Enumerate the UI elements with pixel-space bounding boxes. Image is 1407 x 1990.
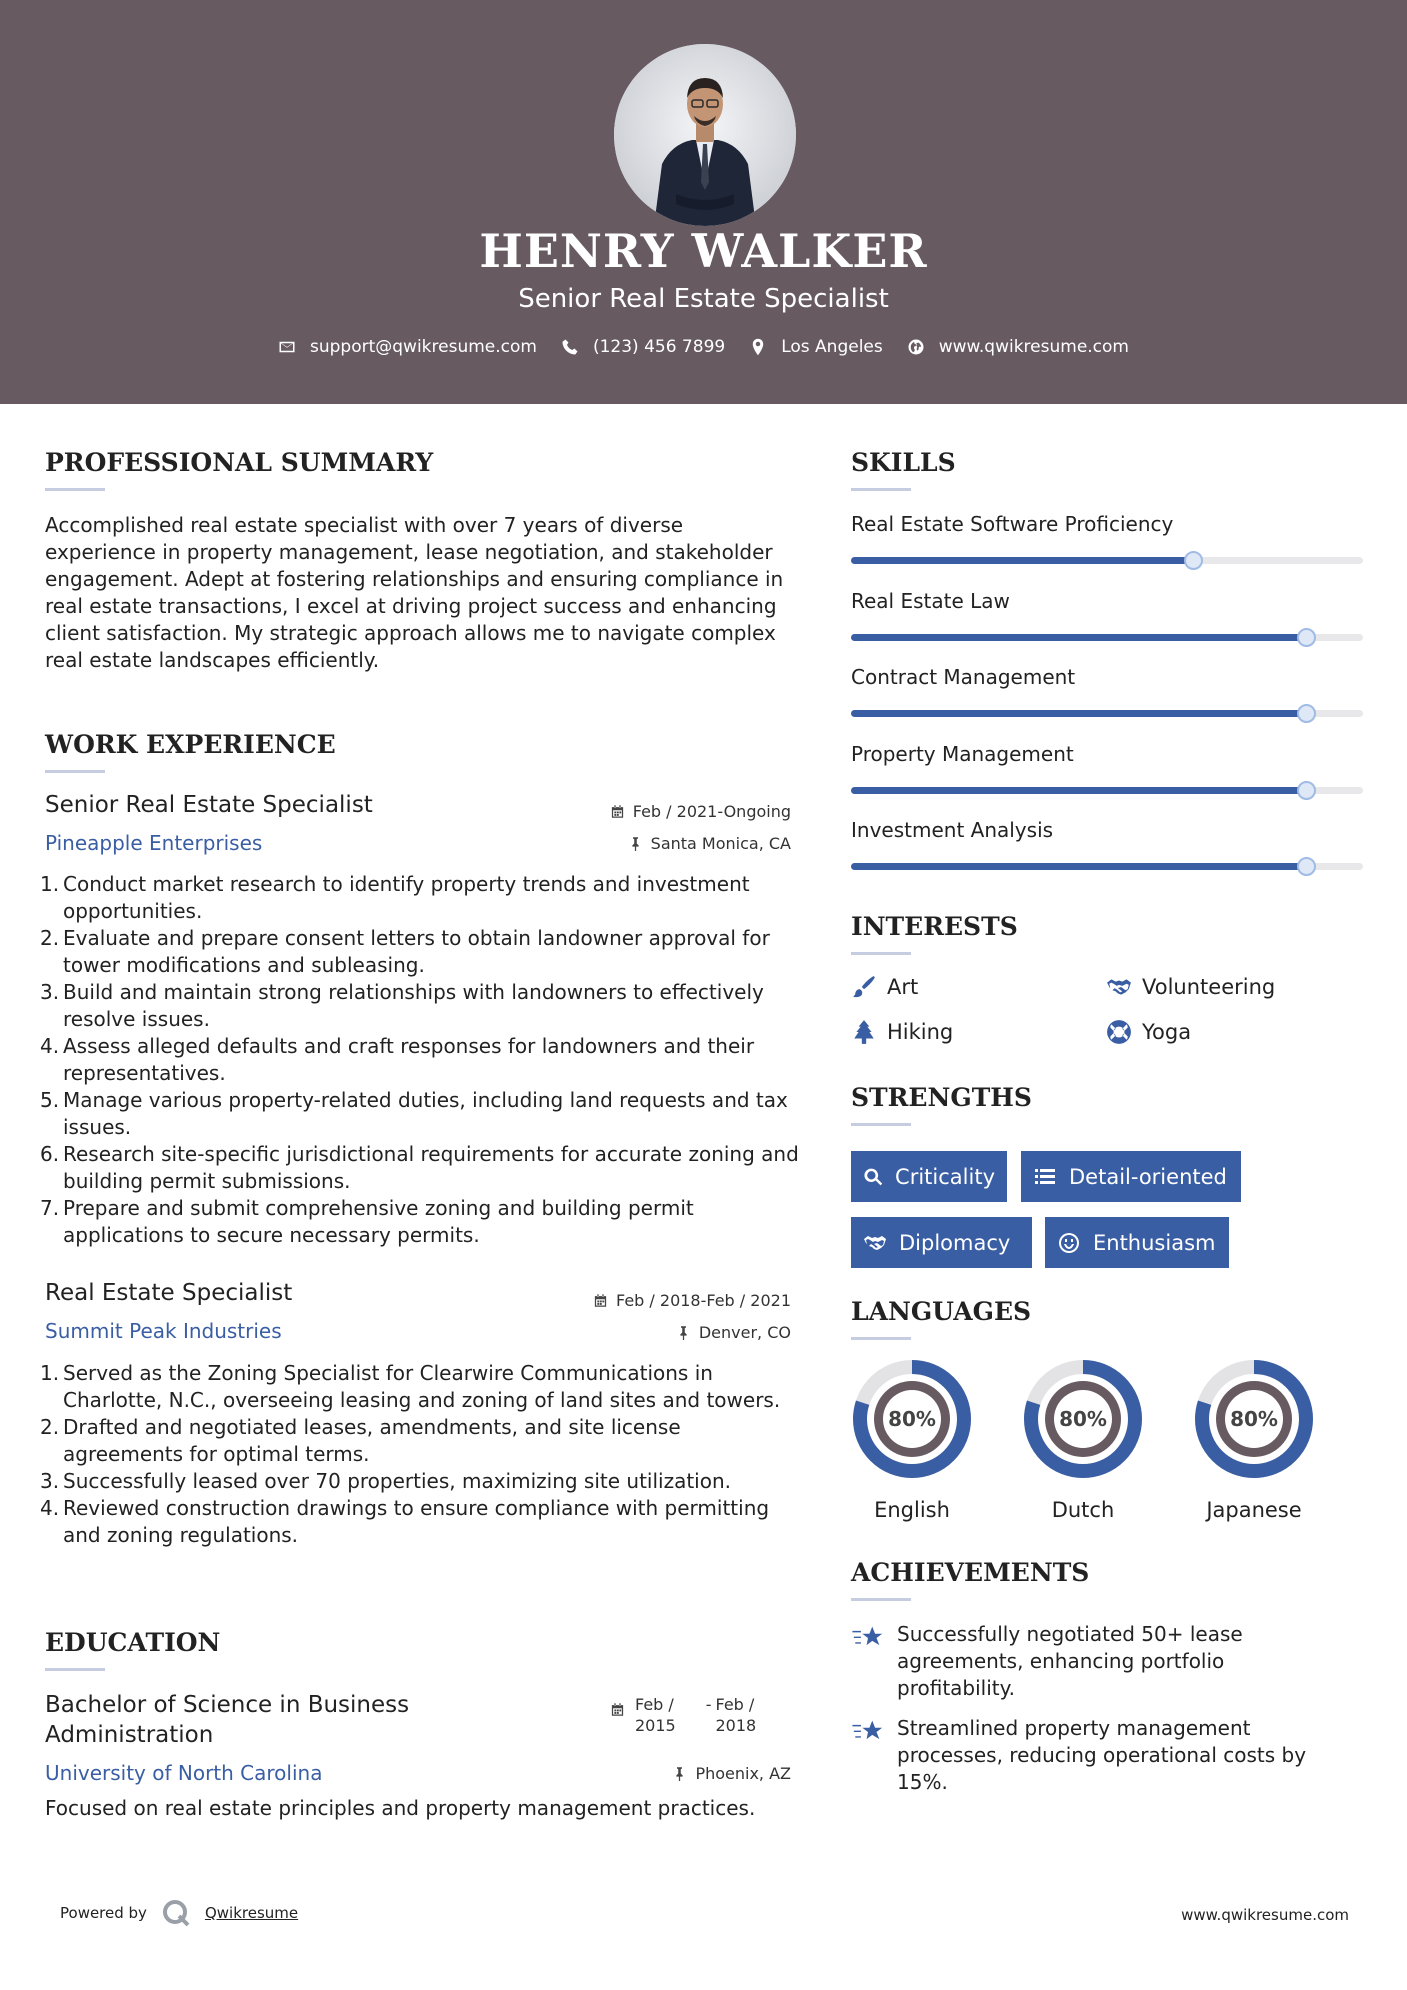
resume-header	[0, 0, 1407, 404]
language-item	[1193, 1358, 1315, 1522]
degree-line: Bachelor of Science in Business	[45, 1692, 410, 1718]
achievement-text: Streamlined property management processes, reducing operational costs by 15%.	[897, 1716, 1307, 1794]
item-number: 4.	[40, 1496, 60, 1520]
end-date	[716, 1694, 757, 1736]
person-photo-icon	[614, 44, 796, 226]
item-text: Reviewed construction drawings to ensure compliance with permitting and zoning regulations.	[63, 1496, 770, 1547]
education-heading: EDUCATION	[45, 1628, 221, 1657]
responsibility-item	[40, 871, 800, 925]
item-number: 6.	[40, 1142, 60, 1166]
search-icon	[863, 1165, 883, 1189]
skill-name: Contract Management	[851, 665, 1076, 689]
candidate-title: Senior Real Estate Specialist	[518, 284, 889, 314]
achievements-heading: ACHIEVEMENTS	[851, 1558, 1090, 1587]
skill-name: Property Management	[851, 741, 1074, 766]
strengths-heading: STRENGTHS	[851, 1083, 1032, 1112]
lifering-icon	[1106, 1019, 1132, 1045]
school-name: University of North Carolina	[45, 1761, 323, 1785]
list-icon	[1033, 1165, 1057, 1189]
job-title: Senior Real Estate Specialist	[45, 792, 373, 818]
item-number: 4.	[40, 1034, 60, 1058]
school-location	[672, 1764, 791, 1783]
pushpin-icon	[676, 1325, 691, 1340]
job-location	[628, 834, 791, 853]
responsibility-item	[40, 1495, 800, 1549]
contact-location	[749, 337, 883, 357]
handshake-icon	[1106, 974, 1132, 1000]
contact-phone[interactable]	[561, 337, 725, 357]
contact-website[interactable]	[907, 337, 1129, 357]
job-title: Real Estate Specialist	[45, 1280, 293, 1306]
achievement-item	[851, 1621, 1341, 1702]
interest-yoga	[1106, 1019, 1191, 1045]
job-company: Pineapple Enterprises	[45, 831, 263, 855]
skill-bar-knob	[1297, 781, 1316, 800]
location-text: Los Angeles	[781, 337, 883, 357]
interest-art	[851, 974, 918, 1000]
map-pin-icon	[749, 338, 767, 356]
job-company: Summit Peak Industries	[45, 1319, 282, 1343]
language-item	[1022, 1358, 1144, 1522]
strength-criticality	[851, 1151, 1007, 1202]
job-responsibilities	[40, 871, 800, 1249]
item-number: 2.	[40, 926, 60, 950]
item-text: Research site-specific jurisdictional requirements for accurate zoning and building permit submissions.	[63, 1142, 799, 1193]
item-text: Drafted and negotiated leases, amendments, and site license agreements for optimal terms.	[63, 1415, 681, 1466]
interest-label: Volunteering	[1142, 975, 1276, 999]
responsibility-item	[40, 979, 800, 1033]
strength-label: Diplomacy	[899, 1230, 1011, 1255]
skill-bar-fill	[851, 710, 1307, 717]
skill-bar	[851, 634, 1363, 641]
language-percent: 80%	[1059, 1407, 1107, 1431]
start-date	[635, 1694, 676, 1736]
skill-bar-knob	[1184, 551, 1203, 570]
job-location-text: Denver, CO	[698, 1323, 791, 1342]
footer-website[interactable]: www.qwikresume.com	[1181, 1906, 1349, 1924]
strength-label: Enthusiasm	[1093, 1230, 1216, 1255]
languages-heading: LANGUAGES	[851, 1297, 1032, 1326]
interest-label: Art	[887, 975, 919, 999]
skill-bar-knob	[1297, 704, 1316, 723]
achievement-item	[851, 1715, 1341, 1796]
contact-bar	[0, 337, 1407, 357]
job-responsibilities	[40, 1360, 800, 1549]
strength-detail-oriented	[1021, 1151, 1241, 1202]
job-dates	[610, 802, 791, 821]
responsibility-item	[40, 1414, 800, 1468]
degree-line: Administration	[45, 1722, 214, 1748]
language-name: Japanese	[1206, 1498, 1302, 1522]
qwikresume-logo-icon	[161, 1898, 191, 1928]
summary-heading: PROFESSIONAL SUMMARY	[45, 448, 434, 477]
interest-hiking	[851, 1019, 953, 1045]
interest-label: Yoga	[1142, 1020, 1192, 1044]
item-text: Evaluate and prepare consent letters to obtain landowner approval for tower modifications and subleasing.	[63, 926, 770, 977]
item-number: 7.	[40, 1196, 60, 1220]
skill-name: Investment Analysis	[851, 818, 1054, 842]
skill-bar-fill	[851, 557, 1194, 564]
language-donut	[1022, 1358, 1144, 1480]
contact-email[interactable]	[278, 337, 537, 357]
candidate-name: HENRY WALKER	[479, 224, 928, 278]
footer-powered-by	[60, 1898, 298, 1928]
smile-icon	[1057, 1231, 1081, 1255]
summary-underline	[45, 488, 105, 491]
paintbrush-icon	[851, 974, 877, 1000]
summary-text: Accomplished real estate specialist with over 7 years of diverse experience in property management, lease negotiation, and stakeholder engagement. Adept at fostering relationships and ensuring compliance in real estate transactions, I excel at driving project success and enhancing client satisfaction. My strategic approach allows me to navigate complex real estate landscapes efficiently.	[45, 513, 784, 672]
end-date-line: Feb /	[715, 1695, 755, 1714]
start-date-line: Feb /	[635, 1695, 674, 1714]
interest-volunteering	[1106, 974, 1275, 1000]
strength-label: Detail-oriented	[1069, 1164, 1227, 1189]
strengths-underline	[851, 1123, 911, 1126]
skill-bar	[851, 710, 1363, 717]
job-dates-text: Feb / 2018-Feb / 2021	[616, 1291, 791, 1310]
phone-text: (123) 456 7899	[592, 337, 726, 357]
interests-heading: INTERESTS	[851, 912, 1018, 941]
strength-diplomacy	[851, 1217, 1032, 1268]
item-number: 1.	[40, 872, 60, 896]
brand-link[interactable]: Qwikresume	[204, 1904, 299, 1922]
item-text: Conduct market research to identify property trends and investment opportunities.	[63, 872, 750, 923]
handshake-icon	[863, 1231, 887, 1255]
language-name: English	[874, 1498, 950, 1522]
education-description: Focused on real estate principles and property management practices.	[45, 1796, 756, 1820]
responsibility-item	[40, 1033, 800, 1087]
pushpin-icon	[672, 1766, 687, 1781]
calendar-icon	[610, 1702, 625, 1717]
globe-icon	[907, 338, 925, 356]
envelope-icon	[278, 338, 296, 356]
skill-name: Real Estate Law	[851, 588, 1010, 613]
education-underline	[45, 1668, 105, 1671]
language-name: Dutch	[1051, 1498, 1115, 1522]
responsibility-item	[40, 1195, 800, 1249]
skill-bar	[851, 863, 1363, 870]
pushpin-icon	[628, 836, 643, 851]
item-text: Assess alleged defaults and craft responses for landowners and their representatives.	[63, 1034, 755, 1085]
language-percent: 80%	[888, 1407, 936, 1431]
skill-bar-fill	[851, 863, 1307, 870]
strength-enthusiasm	[1045, 1217, 1229, 1268]
website-text: www.qwikresume.com	[938, 337, 1129, 357]
skill-bar-knob	[1297, 857, 1316, 876]
language-percent: 80%	[1230, 1407, 1278, 1431]
job-location-text: Santa Monica, CA	[650, 834, 791, 853]
powered-by-label: Powered by	[60, 1904, 147, 1922]
calendar-icon	[610, 804, 625, 819]
skill-bar-knob	[1297, 628, 1316, 647]
item-text: Manage various property-related duties, including land requests and tax issues.	[63, 1088, 788, 1139]
language-donut	[1193, 1358, 1315, 1480]
languages-underline	[851, 1337, 911, 1340]
date-dash: -	[705, 1695, 712, 1714]
strength-label: Criticality	[895, 1164, 995, 1189]
skill-bar-fill	[851, 787, 1307, 794]
responsibility-item	[40, 1087, 800, 1141]
job-dates-text: Feb / 2021-Ongoing	[632, 802, 791, 821]
email-text: support@qwikresume.com	[310, 337, 537, 357]
item-number: 1.	[40, 1361, 60, 1385]
interests-underline	[851, 952, 911, 955]
calendar-icon	[593, 1293, 608, 1308]
skill-bar	[851, 557, 1363, 564]
skill-name: Real Estate Software Proficiency	[851, 512, 1174, 536]
school-location-text: Phoenix, AZ	[695, 1764, 791, 1783]
profile-photo	[614, 44, 796, 226]
skill-bar-fill	[851, 634, 1307, 641]
shooting-star-icon	[851, 1715, 885, 1749]
item-number: 5.	[40, 1088, 60, 1112]
skill-bar	[851, 787, 1363, 794]
interest-label: Hiking	[887, 1020, 954, 1044]
item-text: Build and maintain strong relationships with landowners to effectively resolve issues.	[63, 980, 764, 1031]
experience-underline	[45, 770, 105, 773]
tree-icon	[851, 1019, 877, 1045]
responsibility-item	[40, 1468, 800, 1495]
item-text: Prepare and submit comprehensive zoning and building permit applications to secure necessary permits.	[63, 1196, 694, 1247]
degree	[45, 1690, 409, 1750]
end-date-line: 2018	[715, 1716, 757, 1735]
item-text: Successfully leased over 70 properties, maximizing site utilization.	[63, 1469, 732, 1493]
achievements-underline	[851, 1598, 911, 1601]
item-number: 3.	[40, 1469, 60, 1493]
item-number: 2.	[40, 1415, 60, 1439]
language-donut	[851, 1358, 973, 1480]
responsibility-item	[40, 1360, 800, 1414]
education-dates	[610, 1694, 756, 1736]
responsibility-item	[40, 1141, 800, 1195]
phone-icon	[561, 338, 579, 356]
achievement-text: Successfully negotiated 50+ lease agreements, enhancing portfolio profitability.	[897, 1622, 1243, 1700]
language-item	[851, 1358, 973, 1522]
skills-heading: SKILLS	[851, 448, 956, 477]
item-text: Served as the Zoning Specialist for Clearwire Communications in Charlotte, N.C., overseeing leasing and zoning of land sites and towers.	[63, 1361, 781, 1412]
job-dates	[593, 1291, 791, 1310]
shooting-star-icon	[851, 1621, 885, 1655]
start-date-line: 2015	[635, 1716, 676, 1735]
item-number: 3.	[40, 980, 60, 1004]
skills-underline	[851, 488, 911, 491]
job-location	[676, 1323, 791, 1342]
experience-heading: WORK EXPERIENCE	[45, 730, 336, 759]
responsibility-item	[40, 925, 800, 979]
